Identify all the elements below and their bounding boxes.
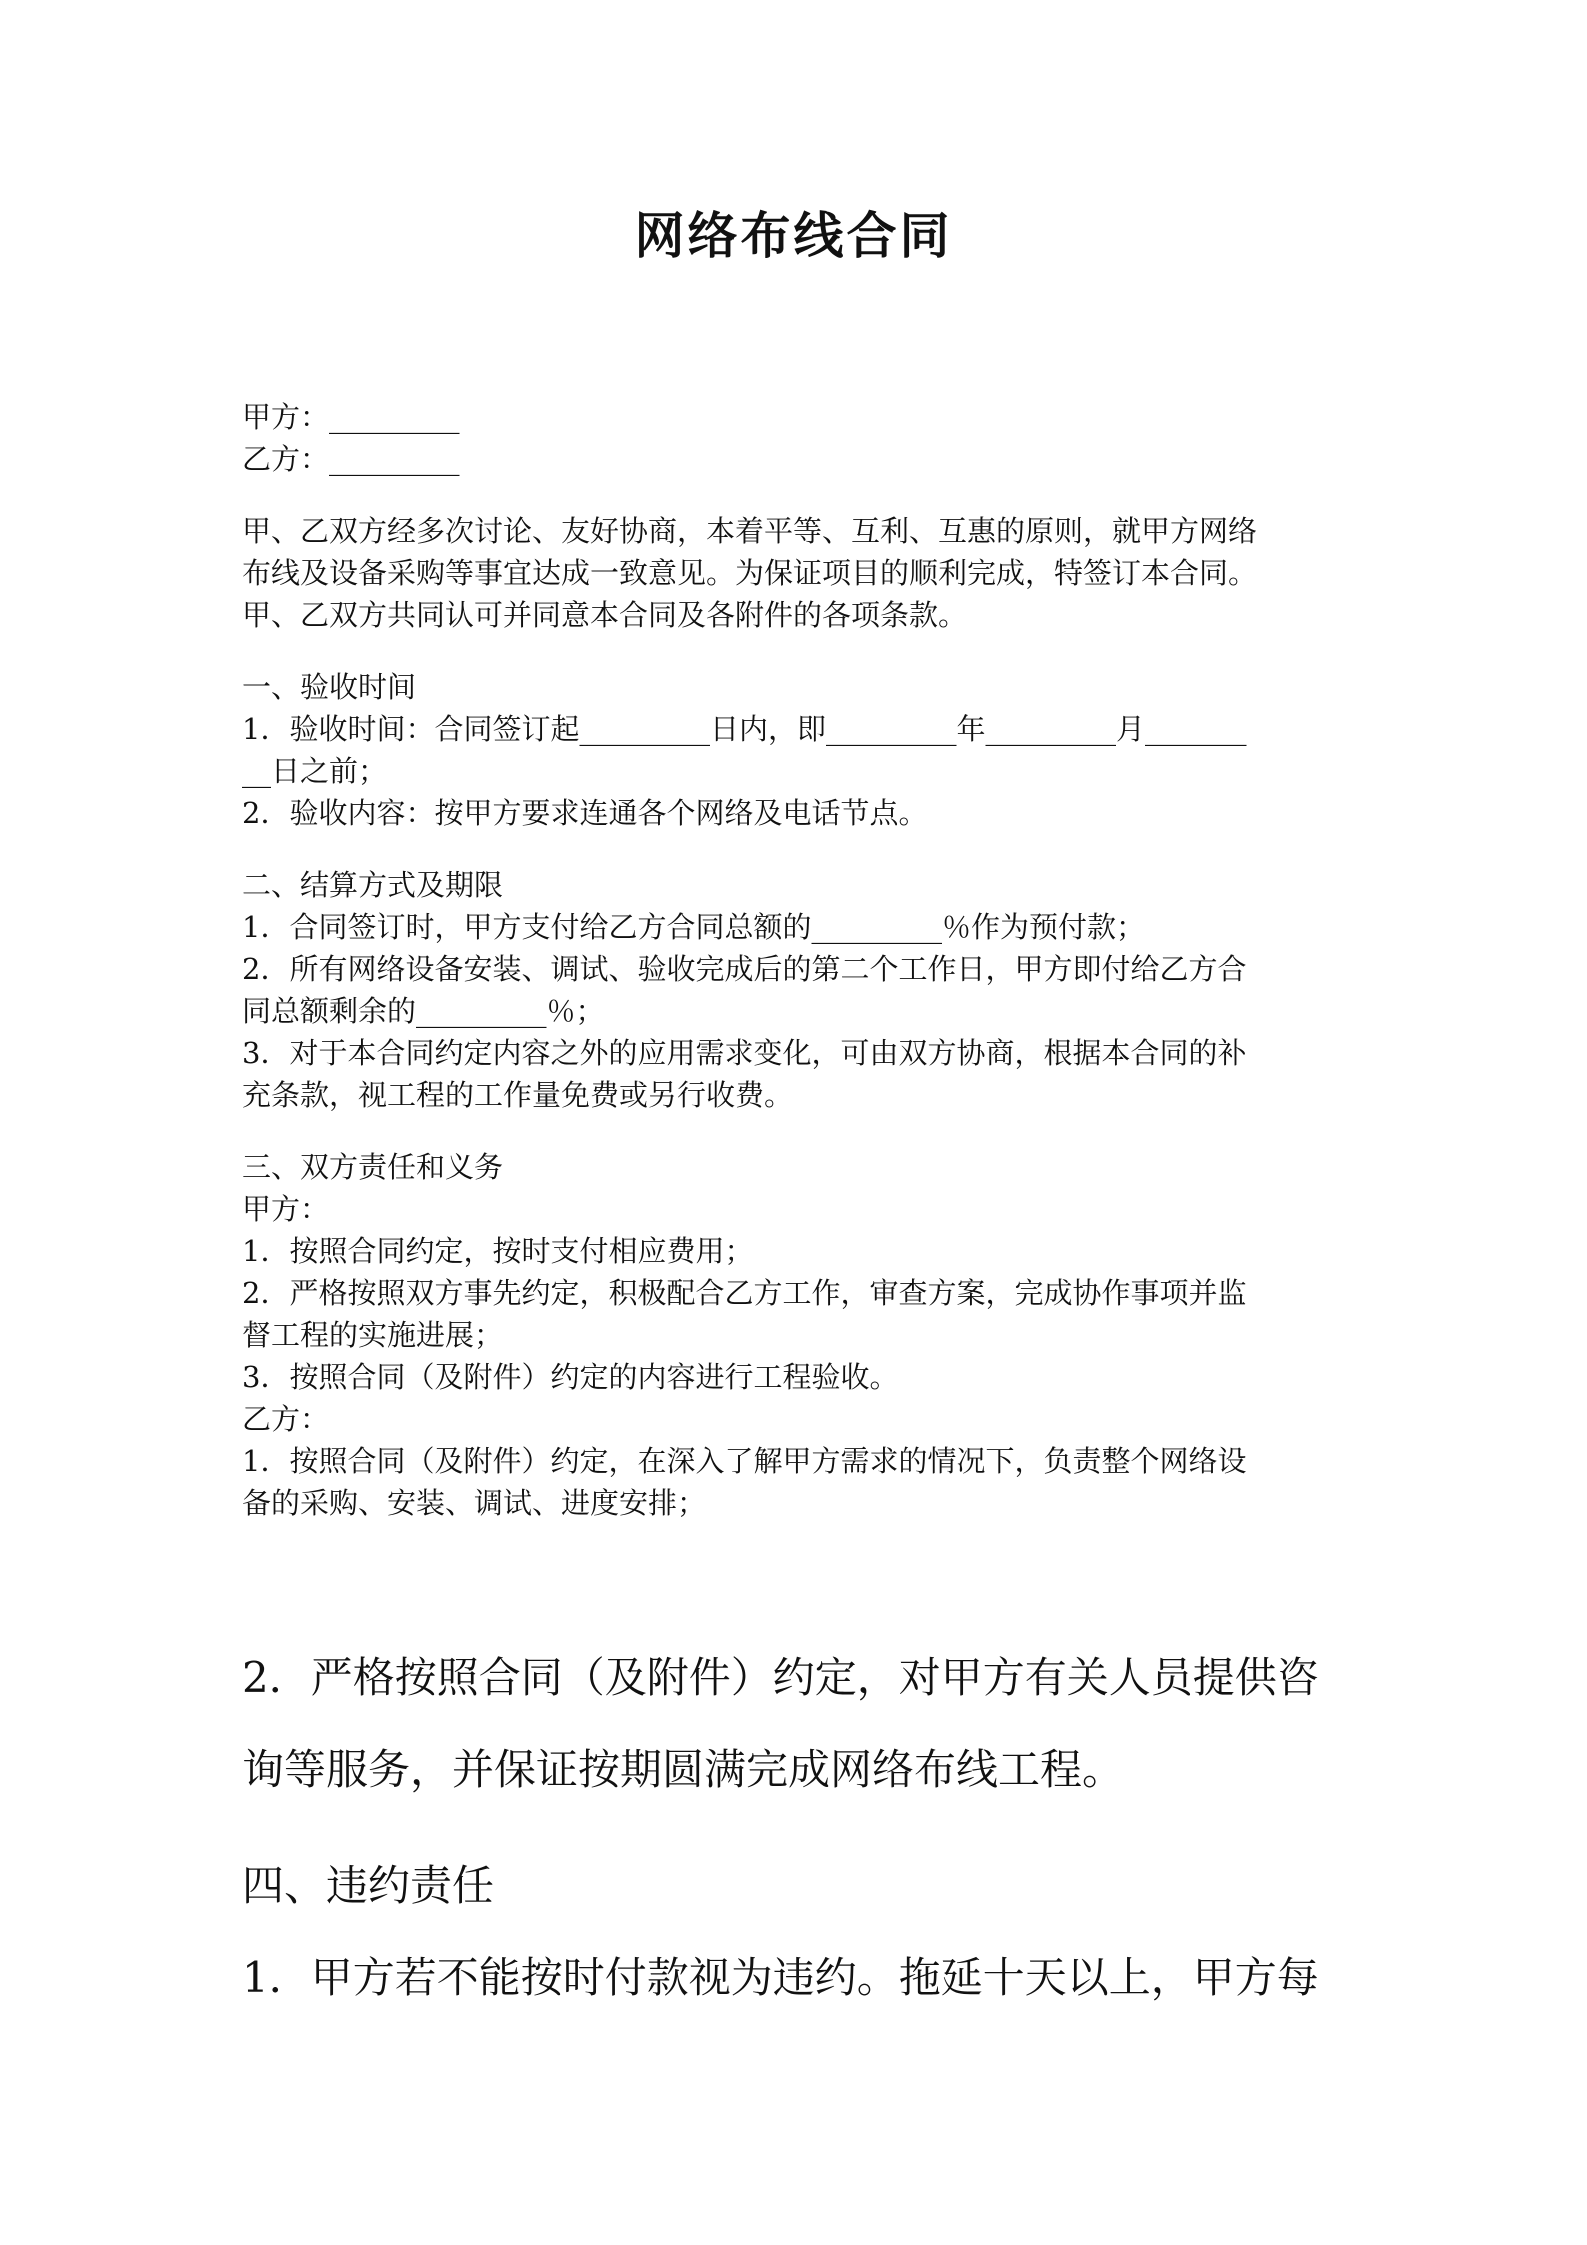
document-title: 网络布线合同 [634, 207, 953, 265]
clause-line: 备的采购、安装、调试、进度安排； [242, 1486, 707, 1520]
clause-line: 2．严格按照双方事先约定，积极配合乙方工作，审查方案，完成协作事项并监 [242, 1276, 1247, 1310]
party-b-label: 乙方： [242, 1402, 330, 1436]
section-responsibilities [242, 1146, 1352, 1524]
clause-line: 1．验收时间：合同签订起_________日内，即_________年_________月_______ [242, 712, 1247, 746]
party-a-line: 甲方：_________ [242, 400, 460, 434]
clause-line-large: 询等服务，并保证按期圆满完成网络布线工程。 [242, 1745, 1125, 1794]
clause-line: 督工程的实施进展； [242, 1318, 504, 1352]
clause-line: __日之前； [242, 754, 388, 788]
intro-paragraph [242, 510, 1352, 636]
section-settlement [242, 864, 1352, 1116]
intro-line: 甲、乙双方共同认可并同意本合同及各附件的各项条款。 [242, 598, 968, 632]
large-text-block [242, 1632, 1352, 2024]
section-heading: 二、结算方式及期限 [242, 868, 504, 902]
section-heading-large: 四、违约责任 [242, 1861, 495, 1910]
intro-line: 布线及设备采购等事宜达成一致意见。为保证项目的顺利完成，特签订本合同。 [242, 556, 1258, 590]
intro-line: 甲、乙双方经多次讨论、友好协商，本着平等、互利、互惠的原则，就甲方网络 [242, 514, 1258, 548]
spacer [242, 1116, 1352, 1146]
clause-line: 2．验收内容：按甲方要求连通各个网络及电话节点。 [242, 796, 928, 830]
clause-line: 1．按照合同约定，按时支付相应费用； [242, 1234, 754, 1268]
spacer [242, 480, 1352, 510]
section-heading: 三、双方责任和义务 [242, 1150, 504, 1184]
spacer [242, 834, 1352, 864]
clause-line-large: 2．严格按照合同（及附件）约定，对甲方有关人员提供咨 [242, 1653, 1319, 1702]
clause-line-large: 1．甲方若不能按时付款视为违约。拖延十天以上，甲方每 [242, 1953, 1319, 2002]
clause-line: 2．所有网络设备安装、调试、验收完成后的第二个工作日，甲方即付给乙方合 [242, 952, 1247, 986]
clause-line: 1．按照合同（及附件）约定，在深入了解甲方需求的情况下，负责整个网络设 [242, 1444, 1247, 1478]
clause-line: 3．按照合同（及附件）约定的内容进行工程验收。 [242, 1360, 899, 1394]
party-a-label: 甲方： [242, 1192, 330, 1226]
section-heading: 一、验收时间 [242, 670, 417, 704]
spacer [242, 1816, 1352, 1840]
contract-body [242, 396, 1352, 1524]
clause-line: 同总额剩余的_________％； [242, 994, 605, 1028]
party-b-line: 乙方：_________ [242, 442, 460, 476]
clause-line: 充条款，视工程的工作量免费或另行收费。 [242, 1078, 794, 1112]
clause-line: 1．合同签订时，甲方支付给乙方合同总额的_________％作为预付款； [242, 910, 1145, 944]
clause-line: 3．对于本合同约定内容之外的应用需求变化，可由双方协商，根据本合同的补 [242, 1036, 1247, 1070]
section-acceptance [242, 666, 1352, 834]
spacer [242, 636, 1352, 666]
